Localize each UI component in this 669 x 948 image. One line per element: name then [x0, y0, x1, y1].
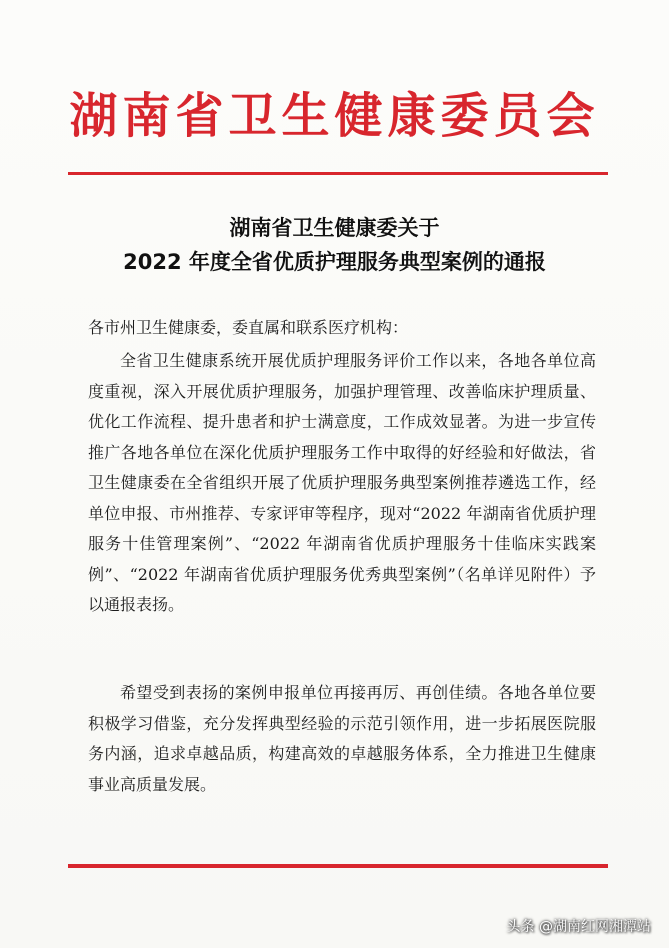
body-paragraph: 希望受到表扬的案例申报单位再接再厉、再创佳绩。各地各单位要积极学习借鉴，充分发挥典型经验的示范引领作用，进一步拓展医院服务内涵，追求卓越品质，构建高效的卓越服务体系，全力推进卫生健康事业高质量发展。	[88, 683, 596, 794]
body-paragraph-2-container	[88, 678, 596, 800]
document-title-line2: 2022 年度全省优质护理服务典型案例的通报	[123, 250, 546, 274]
body-paragraph: 全省卫生健康系统开展优质护理服务评价工作以来，各地各单位高度重视，深入开展优质护理服务，加强护理管理、改善临床护理质量、优化工作流程、提升患者和护士满意度，工作成效显著。为进一步宣传推广各地各单位在深化优质护理服务工作中取得的好经验和好做法，省卫生健康委在全省组织开展了优质护理服务典型案例推荐遴选工作，经单位申报、市州推荐、专家评审等程序，现对“2022 年湖南省优质护理服务十佳管理案例”、“2022 年湖南省优质护理服务十佳临床实践案例”、“2022 年湖南省优质护理服务优秀典型案例”（名单详见附件）予以通报表扬。	[88, 351, 596, 614]
document-title-line1: 湖南省卫生健康委关于	[229, 216, 440, 240]
body-paragraph-1-container	[88, 346, 596, 621]
source-watermark: 头条 @湖南红网湘潭站	[506, 919, 651, 935]
masthead-org-name: 湖南省卫生健康委员会	[69, 88, 600, 144]
footer-red-rule	[68, 864, 608, 868]
masthead-red-rule	[68, 172, 608, 175]
salutation: 各市州卫生健康委，委直属和联系医疗机构：	[88, 318, 409, 337]
